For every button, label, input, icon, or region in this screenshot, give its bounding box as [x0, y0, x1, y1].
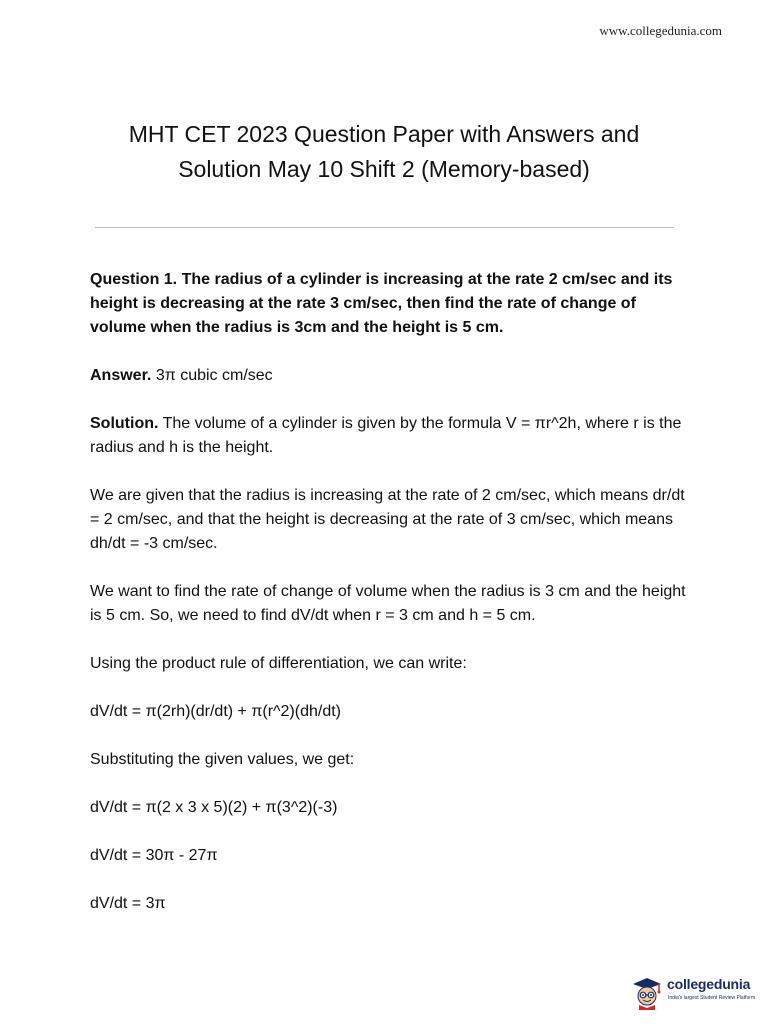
solution-equation-simplified: dV/dt = 30π - 27π	[90, 847, 218, 864]
question-label: Question 1.	[90, 271, 178, 288]
page-title-line-2: Solution May 10 Shift 2 (Memory-based)	[178, 156, 590, 182]
solution-paragraph-given: We are given that the radius is increasing at the rate of 2 cm/sec, which means dr/dt = 2 cm/sec, and that the height is decreasing at the rate of 3 cm/sec, which means dh/dt = -3 cm/sec.	[90, 487, 685, 552]
document-body	[90, 268, 690, 940]
question-text: The radius of a cylinder is increasing at the rate 2 cm/sec and its height is decreasing at the rate 3 cm/sec, then find the rate of change of volume when the radius is 3cm and the height is 5 cm.	[90, 271, 673, 336]
solution-paragraph-substitute: Substituting the given values, we get:	[90, 751, 355, 768]
solution-label: Solution.	[90, 415, 159, 432]
solution-paragraph-goal: We want to find the rate of change of volume when the radius is 3 cm and the height is 5 cm. So, we need to find dV/dt when r = 3 cm and h = 5 cm.	[90, 583, 686, 624]
site-url[interactable]: www.collegedunia.com	[599, 23, 722, 38]
answer-label: Answer.	[90, 367, 152, 384]
mascot-icon	[630, 974, 664, 1010]
solution-equation-derivative: dV/dt = π(2rh)(dr/dt) + π(r^2)(dh/dt)	[90, 703, 341, 720]
answer-text: 3π cubic cm/sec	[155, 367, 273, 384]
solution-intro-paragraph	[90, 412, 690, 460]
solution-equation-substituted: dV/dt = π(2 x 3 x 5)(2) + π(3^2)(-3)	[90, 799, 338, 816]
collegedunia-logo	[630, 972, 756, 1012]
page-title-line-1: MHT CET 2023 Question Paper with Answers and	[128, 121, 640, 147]
logo-wordmark: collegedunia	[667, 976, 751, 992]
solution-paragraph-product-rule: Using the product rule of differentiation, we can write:	[90, 655, 467, 672]
solution-intro-text: The volume of a cylinder is given by the formula V = πr^2h, where r is the radius and h is the height.	[90, 415, 682, 456]
answer-paragraph	[90, 364, 690, 388]
logo-tagline: India's largest Student Review Platform	[668, 995, 756, 1001]
title-divider	[95, 227, 674, 228]
page-title	[60, 117, 708, 187]
solution-equation-result: dV/dt = 3π	[90, 895, 166, 912]
question-paragraph	[90, 268, 690, 340]
